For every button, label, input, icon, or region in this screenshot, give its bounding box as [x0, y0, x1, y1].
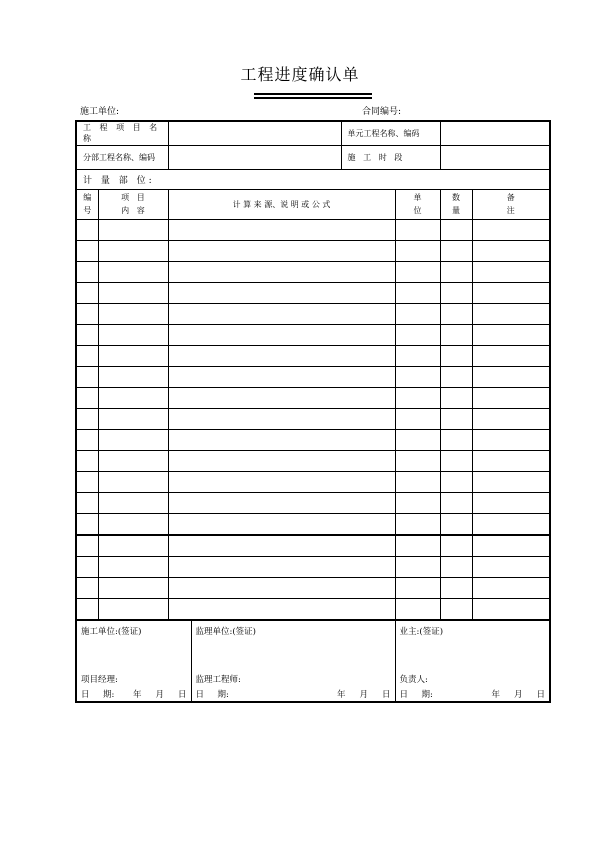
row-unit-cell[interactable]: [395, 345, 440, 366]
row-number-cell[interactable]: [76, 429, 98, 450]
row-remarks-cell[interactable]: [472, 366, 550, 387]
table-row: [76, 577, 550, 598]
table-row: [76, 471, 550, 492]
supervisor-signature-cell: [191, 620, 395, 702]
contract-number-label: 合同编号:: [362, 107, 402, 117]
row-number-cell[interactable]: [76, 345, 98, 366]
row-unit-cell[interactable]: [395, 408, 440, 429]
row-remarks-cell[interactable]: [472, 387, 550, 408]
row-quantity-cell[interactable]: [440, 556, 472, 577]
supervisor-date: 日 期: 年 月 日: [195, 689, 391, 700]
row-item-cell[interactable]: [98, 366, 168, 387]
row-number-cell[interactable]: [76, 240, 98, 261]
table-row: [76, 261, 550, 282]
row-item-cell[interactable]: [98, 219, 168, 240]
measure-location-label: 计 量 部 位:: [76, 169, 550, 189]
table-row: [76, 429, 550, 450]
row-item-cell[interactable]: [98, 471, 168, 492]
row-number-cell[interactable]: [76, 408, 98, 429]
project-manager-label: 项目经理:: [81, 674, 118, 685]
owner-unit-label: 业主:(签证): [399, 626, 444, 637]
table-row: [76, 387, 550, 408]
row-quantity-cell[interactable]: [440, 303, 472, 324]
row-calculation-cell[interactable]: [168, 282, 395, 303]
row-unit-cell[interactable]: [395, 429, 440, 450]
col-header-quantity: 数 量: [440, 189, 472, 219]
contractor-signature-cell: [76, 620, 191, 702]
row-item-cell[interactable]: [98, 492, 168, 513]
table-row: [76, 408, 550, 429]
table-row: [76, 556, 550, 577]
row-calculation-cell[interactable]: [168, 577, 395, 598]
row-item-cell[interactable]: [98, 577, 168, 598]
row-remarks-cell[interactable]: [472, 598, 550, 620]
row-calculation-cell[interactable]: [168, 450, 395, 471]
project-name-label: 工 程 项 目 名 称: [76, 121, 168, 145]
row-unit-cell[interactable]: [395, 513, 440, 535]
supervisor-unit-label: 监理单位:(签证): [195, 626, 256, 637]
row-item-cell[interactable]: [98, 303, 168, 324]
row-quantity-cell[interactable]: [440, 513, 472, 535]
row-calculation-cell[interactable]: [168, 513, 395, 535]
row-remarks-cell[interactable]: [472, 282, 550, 303]
project-name-field[interactable]: [168, 121, 341, 145]
row-number-cell[interactable]: [76, 598, 98, 620]
col-header-unit: 单 位: [395, 189, 440, 219]
row-calculation-cell[interactable]: [168, 408, 395, 429]
row-quantity-cell[interactable]: [440, 471, 472, 492]
period-field[interactable]: [440, 145, 550, 169]
row-number-cell[interactable]: [76, 387, 98, 408]
construction-unit-label: 施工单位:: [80, 107, 120, 117]
row-quantity-cell[interactable]: [440, 282, 472, 303]
row-unit-cell[interactable]: [395, 219, 440, 240]
row-remarks-cell[interactable]: [472, 492, 550, 513]
row-number-cell[interactable]: [76, 261, 98, 282]
row-remarks-cell[interactable]: [472, 535, 550, 557]
row-number-cell[interactable]: [76, 556, 98, 577]
row-number-cell[interactable]: [76, 450, 98, 471]
row-number-cell[interactable]: [76, 324, 98, 345]
row-remarks-cell[interactable]: [472, 303, 550, 324]
row-unit-cell[interactable]: [395, 556, 440, 577]
row-unit-cell[interactable]: [395, 598, 440, 620]
row-quantity-cell[interactable]: [440, 387, 472, 408]
row-quantity-cell[interactable]: [440, 450, 472, 471]
row-item-cell[interactable]: [98, 513, 168, 535]
row-item-cell[interactable]: [98, 261, 168, 282]
row-unit-cell[interactable]: [395, 303, 440, 324]
row-remarks-cell[interactable]: [472, 429, 550, 450]
unit-project-field[interactable]: [440, 121, 550, 145]
table-row: [76, 345, 550, 366]
table-row: [76, 219, 550, 240]
row-item-cell[interactable]: [98, 450, 168, 471]
contractor-unit-label: 施工单位:(签证): [81, 626, 142, 637]
row-item-cell[interactable]: [98, 429, 168, 450]
col-header-number: 编 号: [76, 189, 98, 219]
row-remarks-cell[interactable]: [472, 261, 550, 282]
table-row: [76, 366, 550, 387]
row-item-cell[interactable]: [98, 556, 168, 577]
period-label: 施 工 时 段: [341, 145, 440, 169]
table-row: [76, 303, 550, 324]
row-calculation-cell[interactable]: [168, 492, 395, 513]
row-unit-cell[interactable]: [395, 240, 440, 261]
row-number-cell[interactable]: [76, 366, 98, 387]
row-unit-cell[interactable]: [395, 366, 440, 387]
row-calculation-cell[interactable]: [168, 261, 395, 282]
row-quantity-cell[interactable]: [440, 492, 472, 513]
row-calculation-cell[interactable]: [168, 387, 395, 408]
row-remarks-cell[interactable]: [472, 556, 550, 577]
row-calculation-cell[interactable]: [168, 556, 395, 577]
row-unit-cell[interactable]: [395, 282, 440, 303]
row-number-cell[interactable]: [76, 513, 98, 535]
col-header-calculation: 计 算 来 源、说 明 或 公 式: [168, 189, 395, 219]
contractor-date: 日 期: 年 月 日: [81, 689, 187, 700]
row-item-cell[interactable]: [98, 345, 168, 366]
row-calculation-cell[interactable]: [168, 598, 395, 620]
row-remarks-cell[interactable]: [472, 240, 550, 261]
row-unit-cell[interactable]: [395, 261, 440, 282]
row-item-cell[interactable]: [98, 282, 168, 303]
table-row: [76, 513, 550, 535]
row-number-cell[interactable]: [76, 471, 98, 492]
row-unit-cell[interactable]: [395, 387, 440, 408]
row-number-cell[interactable]: [76, 492, 98, 513]
row-item-cell[interactable]: [98, 535, 168, 557]
row-number-cell[interactable]: [76, 282, 98, 303]
row-calculation-cell[interactable]: [168, 324, 395, 345]
row-item-cell[interactable]: [98, 598, 168, 620]
row-quantity-cell[interactable]: [440, 240, 472, 261]
row-calculation-cell[interactable]: [168, 303, 395, 324]
row-calculation-cell[interactable]: [168, 429, 395, 450]
row-quantity-cell[interactable]: [440, 261, 472, 282]
row-remarks-cell[interactable]: [472, 345, 550, 366]
sub-project-field[interactable]: [168, 145, 341, 169]
row-calculation-cell[interactable]: [168, 219, 395, 240]
row-quantity-cell[interactable]: [440, 598, 472, 620]
row-quantity-cell[interactable]: [440, 408, 472, 429]
col-header-item: 项 目 内 容: [98, 189, 168, 219]
row-number-cell[interactable]: [76, 219, 98, 240]
row-item-cell[interactable]: [98, 240, 168, 261]
sub-project-label: 分部工程名称、编码: [76, 145, 168, 169]
title-underline: [254, 93, 372, 99]
row-quantity-cell[interactable]: [440, 366, 472, 387]
table-row: [76, 240, 550, 261]
table-row: [76, 598, 550, 620]
row-remarks-cell[interactable]: [472, 471, 550, 492]
table-row: [76, 450, 550, 471]
supervising-engineer-label: 监理工程师:: [195, 674, 241, 685]
row-item-cell[interactable]: [98, 387, 168, 408]
table-row: [76, 282, 550, 303]
row-calculation-cell[interactable]: [168, 535, 395, 557]
row-quantity-cell[interactable]: [440, 429, 472, 450]
table-row: [76, 324, 550, 345]
row-number-cell[interactable]: [76, 577, 98, 598]
row-quantity-cell[interactable]: [440, 345, 472, 366]
row-unit-cell[interactable]: [395, 577, 440, 598]
responsible-person-label: 负责人:: [399, 674, 428, 685]
row-remarks-cell[interactable]: [472, 324, 550, 345]
row-number-cell[interactable]: [76, 303, 98, 324]
row-number-cell[interactable]: [76, 535, 98, 557]
row-unit-cell[interactable]: [395, 471, 440, 492]
row-remarks-cell[interactable]: [472, 219, 550, 240]
row-quantity-cell[interactable]: [440, 324, 472, 345]
row-calculation-cell[interactable]: [168, 240, 395, 261]
row-unit-cell[interactable]: [395, 324, 440, 345]
row-quantity-cell[interactable]: [440, 577, 472, 598]
row-remarks-cell[interactable]: [472, 513, 550, 535]
table-row: [76, 535, 550, 557]
row-unit-cell[interactable]: [395, 535, 440, 557]
unit-project-label: 单元工程名称、编码: [341, 121, 440, 145]
page-title: 工程进度确认单: [240, 65, 360, 84]
row-quantity-cell[interactable]: [440, 219, 472, 240]
row-remarks-cell[interactable]: [472, 577, 550, 598]
row-calculation-cell[interactable]: [168, 471, 395, 492]
col-header-remarks: 备 注: [472, 189, 550, 219]
owner-signature-cell: [395, 620, 550, 702]
row-quantity-cell[interactable]: [440, 535, 472, 557]
row-unit-cell[interactable]: [395, 450, 440, 471]
row-unit-cell[interactable]: [395, 492, 440, 513]
table-row: [76, 492, 550, 513]
row-item-cell[interactable]: [98, 408, 168, 429]
row-calculation-cell[interactable]: [168, 366, 395, 387]
progress-form-table: [75, 120, 551, 703]
owner-date: 日 期: 年 月 日: [399, 689, 546, 700]
row-item-cell[interactable]: [98, 324, 168, 345]
row-calculation-cell[interactable]: [168, 345, 395, 366]
row-remarks-cell[interactable]: [472, 408, 550, 429]
row-remarks-cell[interactable]: [472, 450, 550, 471]
